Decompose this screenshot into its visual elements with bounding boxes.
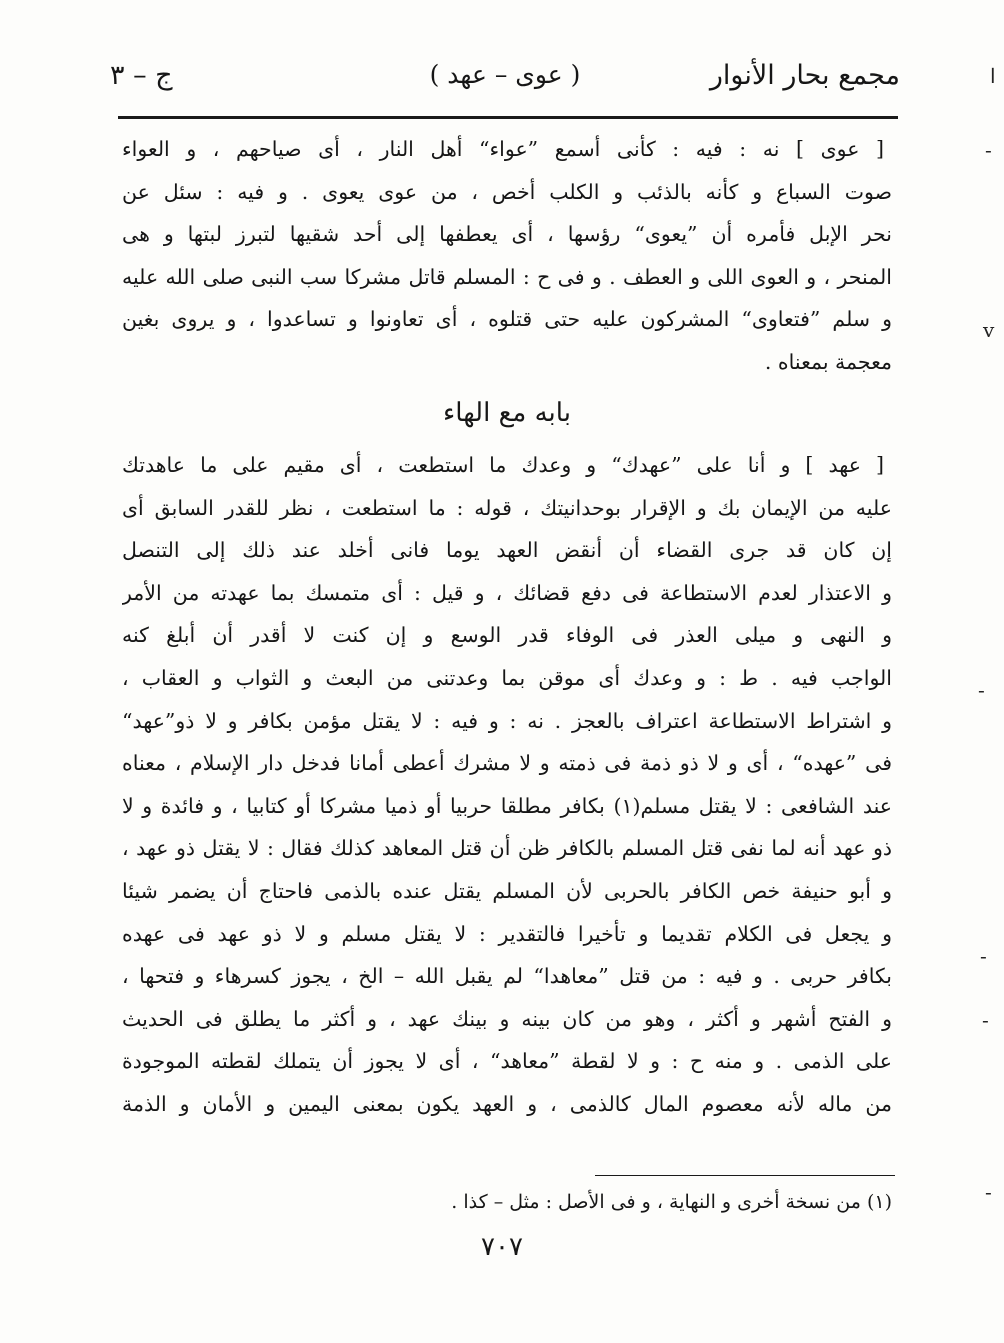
page-number: ٧٠٧ [481, 1232, 523, 1262]
text-line: و أبو حنيفة خص الكافر بالحربى لأن المسلم يقتل عنده بالذمى فاحتاج أن يضمر شيئا [122, 878, 892, 903]
text-line: نحر الإبل فأمره أن ”يعوى“ رؤسها ، أى يعطفها إلى أحد شقيها لتبرز لبتها و هى [122, 222, 892, 247]
text-line: [ عوى ] نه : فيه : كأنى أسمع ”عواء“ أهل النار ، أى صياحهم ، و العواء [122, 137, 884, 161]
margin-mark: v [983, 318, 995, 342]
margin-mark: - [985, 1180, 992, 1204]
text-line: معجمة بمعناه . [764, 349, 892, 374]
text-line: و النهى و ميلى العذر فى الوفاء قدر الوسع و إن كنت لا أقدر أن أبلغ كنه [122, 623, 892, 648]
running-header [110, 58, 900, 108]
book-title: مجمع بحار الأنوار [709, 60, 900, 91]
text-line: صوت السباع و كأنه بالذئب و الكلب أخص ، من عوى يعوى . و فيه : سئل عن [122, 179, 892, 204]
margin-mark: - [985, 138, 992, 162]
text-line: على الذمى . و منه ح : و لا لقطة ”معاهد“ ، أى لا يجوز أن يتملك لقطته الموجودة [122, 1049, 892, 1074]
volume-number: ج – ٣ [110, 60, 173, 91]
margin-mark: - [978, 678, 985, 702]
entry-ahd [122, 444, 892, 1126]
text-line: المنحر ، و العوى اللى و العطف . و فى ح : المسلم قاتل مشركا سب النبى صلى الله عليه [122, 264, 892, 289]
text-line: بكافر حربى . و فيه : من قتل ”معاهدا“ لم يقبل الله – الخ ، يجوز كسرهاء و فتحها ، [122, 964, 892, 989]
entry-awa [122, 128, 892, 442]
text-line: عند الشافعى : لا يقتل مسلم(١) بكافر مطلقا حربيا أو ذميا مشركا أو كتابيا ، و فائدة و لا [122, 793, 892, 818]
text-line: من ماله لأنه معصوم المال كالذمى ، و العهد يكون بمعنى اليمين و الأمان و الذمة [122, 1091, 892, 1116]
text-line: إن كان قد جرى القضاء أن أنقض العهد يوما فانى أخلد عند ذلك إلى التنصل [122, 538, 892, 563]
section-title: ( عوى – عهد ) [429, 60, 581, 89]
chapter-heading: بابه مع الهاء [443, 397, 571, 428]
text-line: و اشتراط الاستطاعة اعتراف بالعجز . نه : و فيه : لا يقتل مؤمن بكافر و لا ذو”عهد“ [122, 708, 892, 733]
text-line: و الفتح أشهر و أكثر ، وهو من كان بينه و بينك عهد ، و أكثر ما يطلق فى الحديث [122, 1006, 892, 1031]
margin-mark: ا [990, 64, 996, 88]
text-line: و الاعتذار لعدم الاستطاعة فى دفع قضائك ، و قيل : أى متمسك بما عهدته من الأمر [122, 580, 892, 605]
header-rule [118, 116, 898, 119]
margin-mark: - [982, 1008, 989, 1032]
footnote-rule [595, 1175, 895, 1176]
footnote: (١) من نسخة أخرى و النهاية ، و فى الأصل : مثل – كذا . [451, 1191, 892, 1213]
text-line: و سلم ”فتعاوى“ المشركون عليه حتى قتلوه ، أى تعاونوا و تساعدوا ، و يروى بغين [122, 307, 892, 332]
text-line: [ عهد ] و أنا على ”عهدك“ و وعدك ما استطعت ، أى مقيم على ما عاهدتك [122, 453, 884, 477]
text-line: و يجعل فى الكلام تقديما و تأخيرا فالتقدير : لا يقتل مسلم و لا ذو عهد فى عهده [122, 921, 892, 946]
text-line: الواجب فيه . ط : و وعدك أى موقن بما وعدتنى من البعث و الثواب و العقاب ، [122, 665, 892, 690]
text-line: فى ”عهده“ ، أى و لا ذو ذمة فى ذمته و لا مشرك أعطى أمانا فدخل دار الإسلام ، معناه [122, 751, 892, 776]
text-line: عليه من الإيمان بك و الإقرار بوحدانيتك ، قوله : ما استطعت ، نظر للقدر السابق أى [122, 495, 892, 520]
text-line: ذو عهد أنه لما نفى قتل المسلم بالكافر ظن أن قتل المعاهد كذلك فقال : لا يقتل ذو عهد ، [122, 836, 892, 861]
margin-mark: - [980, 944, 987, 968]
